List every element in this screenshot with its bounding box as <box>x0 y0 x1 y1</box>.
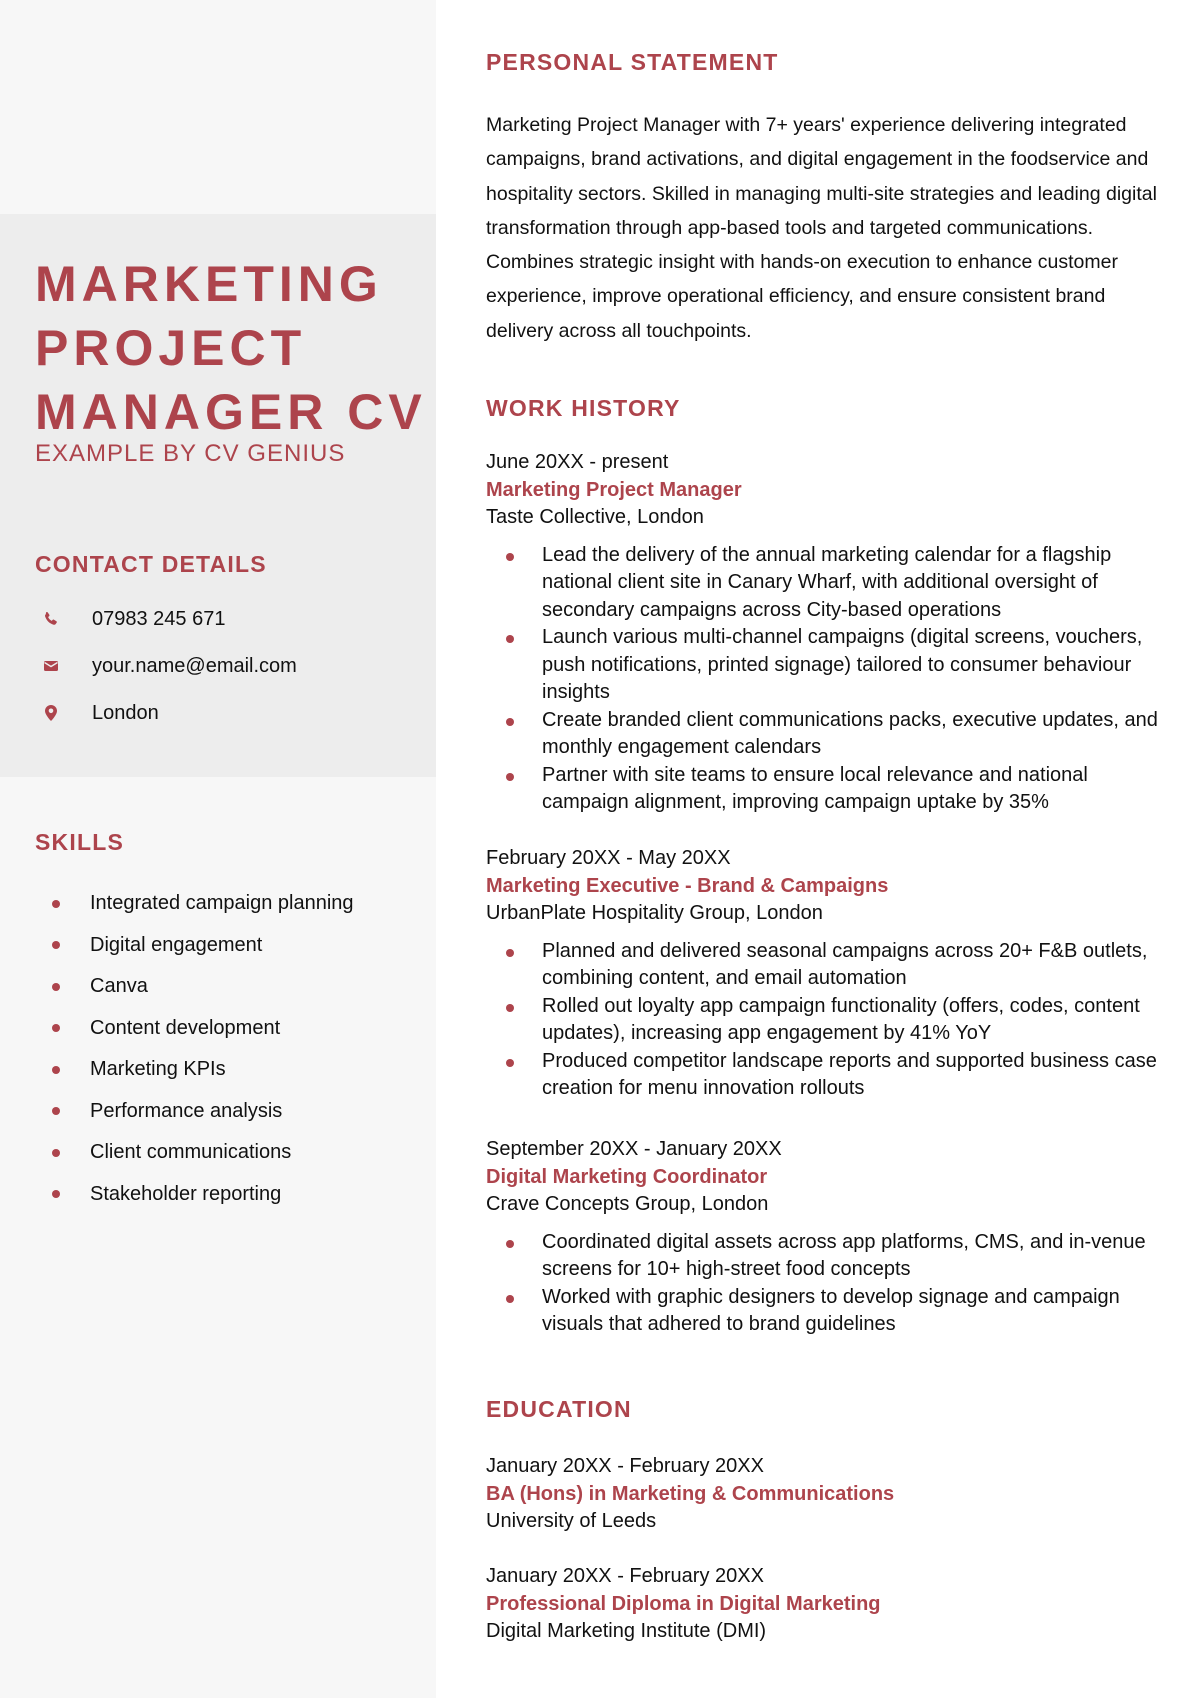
education-qualification: BA (Hons) in Marketing & Communications <box>486 1482 895 1505</box>
contact-email <box>42 651 297 681</box>
contact-phone <box>42 604 225 634</box>
phone-icon <box>42 610 60 628</box>
education-entry <box>486 1563 1166 1646</box>
skill-label: Content development <box>90 1016 281 1039</box>
bullet-icon <box>506 1004 514 1012</box>
bullet-text: Worked with graphic designers to develop signage and campaign visuals that adhered to brand guidelines <box>542 1285 1120 1335</box>
bullet-icon <box>52 983 60 991</box>
work-history-heading: WORK HISTORY <box>486 395 681 421</box>
bullet-text: Coordinated digital assets across app platforms, CMS, and in-venue screens for 10+ high-street food concepts <box>542 1230 1146 1280</box>
skill-item <box>52 1049 354 1091</box>
bullet-icon <box>52 1149 60 1157</box>
bullet-text: Launch various multi-channel campaigns (digital screens, vouchers, push notifications, printed signage) tailored to consumer behaviour insights <box>542 626 1143 703</box>
skill-item <box>52 1132 354 1174</box>
job-bullets <box>486 938 1166 1103</box>
personal-statement-heading: PERSONAL STATEMENT <box>486 49 779 75</box>
bullet-icon <box>52 1107 60 1115</box>
education-institution: University of Leeds <box>486 1510 657 1532</box>
skill-label: Client communications <box>90 1141 292 1164</box>
job-company: Crave Concepts Group, London <box>486 1193 769 1215</box>
job-dates: June 20XX - present <box>486 451 669 473</box>
bullet-text: Create branded client communications packs, executive updates, and monthly engagement calendars <box>542 708 1158 758</box>
phone-number: 07983 245 671 <box>92 607 226 630</box>
job-role: Marketing Project Manager <box>486 478 742 501</box>
education-dates: January 20XX - February 20XX <box>486 1455 764 1477</box>
bullet-text: Planned and delivered seasonal campaigns across 20+ F&B outlets, combining content, and email automation <box>542 939 1148 989</box>
location-pin-icon <box>42 704 60 722</box>
bullet-icon <box>506 553 514 561</box>
bullet-text: Partner with site teams to ensure local relevance and national campaign alignment, improving campaign uptake by 35% <box>542 763 1088 813</box>
skill-item <box>52 1008 354 1050</box>
job-entry <box>486 1136 1166 1339</box>
job-bullet <box>486 762 1166 817</box>
education-institution: Digital Marketing Institute (DMI) <box>486 1620 767 1642</box>
title-line: PROJECT <box>35 320 307 376</box>
bullet-icon <box>506 1059 514 1067</box>
bullet-icon <box>52 1024 60 1032</box>
job-bullet <box>486 938 1166 993</box>
location: London <box>92 701 159 724</box>
bullet-icon <box>52 1066 60 1074</box>
skill-item <box>52 1174 354 1216</box>
skill-label: Stakeholder reporting <box>90 1182 282 1205</box>
bullet-icon <box>506 1295 514 1303</box>
job-bullet <box>486 1229 1166 1284</box>
job-bullet <box>486 1048 1166 1103</box>
education-dates: January 20XX - February 20XX <box>486 1565 764 1587</box>
job-bullet <box>486 542 1166 625</box>
education-entry <box>486 1453 1166 1536</box>
job-bullet <box>486 624 1166 707</box>
skill-label: Integrated campaign planning <box>90 892 354 915</box>
job-role: Marketing Executive - Brand & Campaigns <box>486 874 889 897</box>
skill-item <box>52 925 354 967</box>
title-line: MARKETING <box>35 256 383 312</box>
skill-item <box>52 1091 354 1133</box>
job-bullet <box>486 707 1166 762</box>
page-title <box>35 252 435 444</box>
title-line: MANAGER CV <box>35 384 427 440</box>
bullet-icon <box>52 1190 60 1198</box>
skill-label: Marketing KPIs <box>90 1058 226 1081</box>
contact-location <box>42 698 159 728</box>
personal-statement-text: Marketing Project Manager with 7+ years' experience delivering integrated campaigns, brand activations, and digital engagement in the foodservice and hospitality sectors. Skilled in managing multi-site strategies and leading digital transformation through app-based tools and targeted communications. Combines strategic insight with hands-on execution to enhance customer experience, improve operational efficiency, and ensure consistent brand delivery across all touchpoints. <box>486 114 1157 342</box>
bullet-text: Rolled out loyalty app campaign functionality (offers, codes, content updates), increasing app engagement by 41% YoY <box>542 994 1140 1044</box>
skill-label: Performance analysis <box>90 1099 283 1122</box>
job-role: Digital Marketing Coordinator <box>486 1165 768 1188</box>
bullet-text: Produced competitor landscape reports and supported business case creation for menu innovation rollouts <box>542 1049 1157 1099</box>
skill-item <box>52 883 354 925</box>
bullet-icon <box>506 635 514 643</box>
bullet-icon <box>506 773 514 781</box>
bullet-icon <box>506 1240 514 1248</box>
bullet-icon <box>52 941 60 949</box>
skills-list <box>52 883 354 1215</box>
bullet-icon <box>506 718 514 726</box>
job-company: Taste Collective, London <box>486 506 704 528</box>
bullet-icon <box>506 949 514 957</box>
job-entry <box>486 449 1166 817</box>
job-bullet <box>486 993 1166 1048</box>
email-icon <box>42 657 60 675</box>
skill-item <box>52 966 354 1008</box>
email-address: your.name@email.com <box>92 654 297 677</box>
bullet-icon <box>52 900 60 908</box>
education-qualification: Professional Diploma in Digital Marketing <box>486 1592 881 1615</box>
skill-label: Canva <box>90 975 148 998</box>
job-company: UrbanPlate Hospitality Group, London <box>486 902 823 924</box>
skills-heading: SKILLS <box>35 829 124 855</box>
job-entry <box>486 845 1166 1103</box>
job-bullets <box>486 542 1166 817</box>
job-bullets <box>486 1229 1166 1339</box>
job-bullet <box>486 1284 1166 1339</box>
skill-label: Digital engagement <box>90 933 263 956</box>
education-heading: EDUCATION <box>486 1396 632 1422</box>
subtitle: EXAMPLE BY CV GENIUS <box>35 440 346 467</box>
job-dates: February 20XX - May 20XX <box>486 847 731 869</box>
contact-heading: CONTACT DETAILS <box>35 551 267 577</box>
job-dates: September 20XX - January 20XX <box>486 1138 782 1160</box>
bullet-text: Lead the delivery of the annual marketing calendar for a flagship national client site in Canary Wharf, with additional oversight of secondary campaigns across City-based operations <box>542 543 1112 621</box>
